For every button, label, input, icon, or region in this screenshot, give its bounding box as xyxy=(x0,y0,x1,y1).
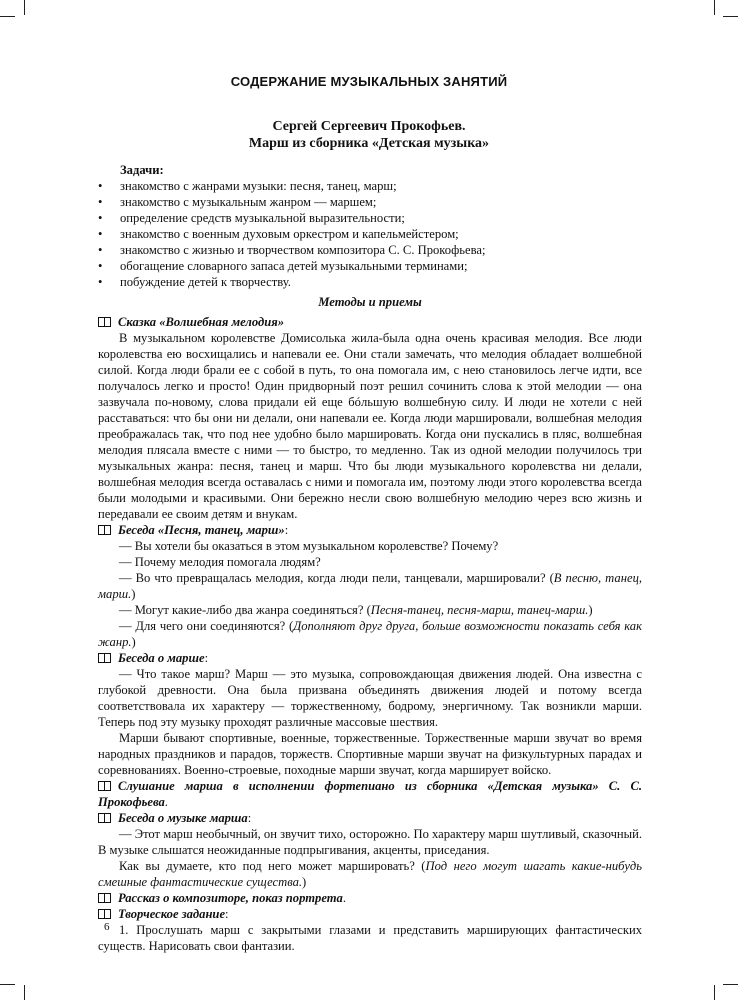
main-content xyxy=(98,162,642,954)
crop-mark xyxy=(714,0,715,15)
paragraph: — Этот марш необычный, он звучит тихо, осторожно. По характеру марш шутливый, сказочный. В музыке слышатся неожиданные подпрыгивания, акценты, приседания. xyxy=(98,827,642,857)
section-heading xyxy=(98,650,642,666)
list-item: • знакомство с жизнью и творчеством композитора С. С. Прокофьева; xyxy=(98,242,642,258)
paren: ) xyxy=(302,875,307,889)
list-item: • побуждение детей к творчеству. xyxy=(98,274,642,290)
book-icon xyxy=(98,525,112,535)
crop-mark xyxy=(714,985,715,1000)
list-item: • знакомство с жанрами музыки: песня, танец, марш; xyxy=(98,178,642,194)
rasskaz-title: Рассказ о композиторе, показ портрета xyxy=(118,891,343,905)
answer-text: В песню, танец, марш. xyxy=(98,571,643,601)
dot: . xyxy=(342,891,346,905)
book-icon xyxy=(98,653,112,663)
book-icon xyxy=(98,317,112,327)
question xyxy=(98,602,642,618)
book-icon xyxy=(98,909,112,919)
crop-mark xyxy=(24,985,25,1000)
section-heading xyxy=(98,890,642,906)
question-text: Как вы думаете, кто под него может маршировать? ( xyxy=(119,859,426,873)
answer-text: Песня-танец, песня-марш, танец-марш. xyxy=(370,603,589,617)
crop-mark xyxy=(24,0,25,15)
paren: ) xyxy=(588,603,593,617)
question: — Вы хотели бы оказаться в этом музыкальном королевстве? Почему? xyxy=(119,539,499,553)
colon: : xyxy=(284,523,289,537)
listening-title: Слушание марша в исполнении фортепиано из сборника «Детская музыка» С. С. Прокофьева xyxy=(98,779,642,809)
question-text: — Для чего они соединяются? ( xyxy=(119,619,294,633)
book-icon xyxy=(98,813,112,823)
crop-mark xyxy=(723,984,738,985)
list-item: • знакомство с военным духовым оркестром и капельмейстером; xyxy=(98,226,642,242)
skazka-title: Сказка «Волшебная мелодия» xyxy=(118,315,284,329)
section-heading xyxy=(98,810,642,826)
colon: : xyxy=(225,907,229,921)
paragraph xyxy=(98,858,642,890)
question-text: — Во что превращалась мелодия, когда люди пели, танцевали, маршировали? ( xyxy=(119,571,554,585)
answer-text: Дополняют друг друга, больше возможности показать себя как жанр. xyxy=(98,619,642,649)
tasks-heading: Задачи: xyxy=(120,163,164,177)
paren: ) xyxy=(131,587,136,601)
crop-mark xyxy=(0,984,15,985)
colon: : xyxy=(204,651,209,665)
dot: . xyxy=(164,795,168,809)
answer-text: Под него могут шагать какие-нибудь смешные фантастические существа. xyxy=(98,859,642,889)
colon: : xyxy=(247,811,252,825)
crop-mark xyxy=(723,16,738,17)
section-heading xyxy=(98,314,642,330)
beseda2-title: Беседа о марше xyxy=(118,651,205,665)
page-title xyxy=(0,118,738,152)
title-line-2: Марш из сборника «Детская музыка» xyxy=(248,136,490,151)
beseda3-title: Беседа о музыке марша xyxy=(118,811,248,825)
tasks-list xyxy=(98,178,642,290)
section-heading xyxy=(98,778,642,810)
running-header: СОДЕРЖАНИЕ МУЗЫКАЛЬНЫХ ЗАНЯТИЙ xyxy=(230,74,508,89)
paren: ) xyxy=(131,635,136,649)
methods-heading: Методы и приемы xyxy=(318,295,422,309)
section-heading xyxy=(98,906,642,922)
skazka-text: В музыкальном королевстве Домисолька жила-была одна очень красивая мелодия. Все люди королевства ею восхищались и напевали ее. Они стали замечать, что мелодия обладает волшебной силой. Когда люди брали ее с собой в путь, то она помогала им, с нею становилось легче идти, все получалось легко и просто! Один придворный поэт решил сочинить слова к этой мелодии — она зазвучала по-новому, слова придали ей еще бóльшую волшебную силу. И люди не хотели с ней расставаться: что бы они ни делали, они напевали ее. Когда люди маршировали, волшебная мелодия преображалась так, что под нее удобно было маршировать. Когда они пускались в пляс, волшебная мелодия плясала вместе с ними — то быстро, то медленно. Так из одной мелодии получилось три музыкальных жанра: песня, танец и марш. Что бы люди музыкального королевства ни делали, волшебная мелодия всегда оставалась с ними и помогала им, поэтому люди этого королевства всегда были молодыми и красивыми. Они бережно несли свою волшебную мелодию через всю жизнь и передавали ее своим детям и внукам. xyxy=(98,331,642,521)
list-item: • знакомство с музыкальным жанром — маршем; xyxy=(98,194,642,210)
question xyxy=(98,570,642,602)
page-number: 6 xyxy=(104,921,110,933)
title-line-1: Сергей Сергеевич Прокофьев. xyxy=(272,119,466,134)
list-item: • обогащение словарного запаса детей музыкальными терминами; xyxy=(98,258,642,274)
paragraph: Марши бывают спортивные, военные, торжественные. Торжественные марши звучат во время народных праздников и парадов, торжеств. Спортивные марши звучат на физкультурных парадах и соревнованиях. Военно-строевые, походные марши звучат, когда марширует войско. xyxy=(98,731,642,777)
beseda1-title: Беседа «Песня, танец, марш» xyxy=(118,523,285,537)
task-title: Творческое задание xyxy=(118,907,226,921)
question-text: — Могут какие-либо два жанра соединяться? ( xyxy=(119,603,371,617)
section-heading xyxy=(98,522,642,538)
crop-mark xyxy=(0,16,15,17)
paragraph: 1. Прослушать марш с закрытыми глазами и представить марширующих фантастических существ. Нарисовать свои фантазии. xyxy=(98,923,642,953)
paragraph: — Что такое марш? Марш — это музыка, сопровождающая движения людей. Она известна с глубокой древности. Она была призвана объединять движения людей и потому всегда соответствовала их характеру — торжественному, бодрому, энергичному. Так возникли марши. Теперь под эту музыку проходят различные массовые шествия. xyxy=(98,667,642,729)
list-item: • определение средств музыкальной выразительности; xyxy=(98,210,642,226)
question xyxy=(98,618,642,650)
book-icon xyxy=(98,781,112,791)
question: — Почему мелодия помогала людям? xyxy=(119,555,321,569)
book-icon xyxy=(98,893,112,903)
